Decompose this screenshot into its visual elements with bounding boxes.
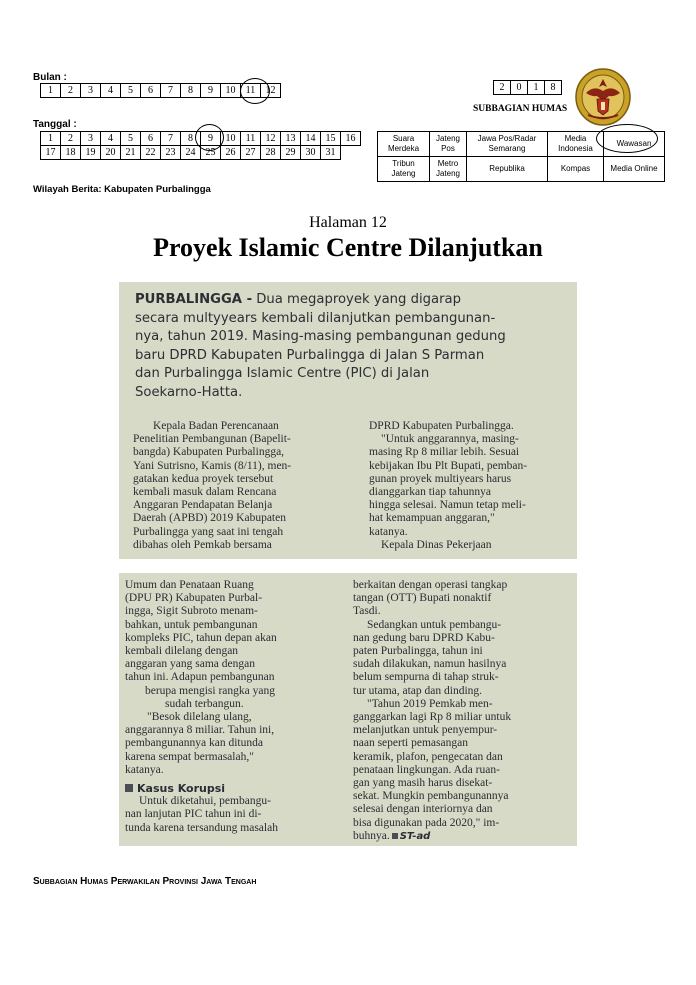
text-line: hingga selesai. Namun tetap meli-	[369, 499, 526, 512]
text-line: sekat. Mungkin pembangunannya	[353, 790, 509, 803]
media-kompas: Kompas	[548, 157, 604, 182]
tanggal-cell-3: 3	[81, 132, 101, 146]
bulan-cell-9: 9	[201, 84, 221, 98]
media-suara-merdeka: Suara Merdeka	[378, 132, 430, 157]
subhead-kasus-korupsi	[125, 782, 350, 795]
text-line: sudah dilakukan, namun hasilnya	[353, 658, 507, 671]
media-tribun-jateng: Tribun Jateng	[378, 157, 430, 182]
text-line: masing Rp 8 miliar lebih. Sesuai	[369, 446, 520, 459]
lead-line: nya, tahun 2019. Masing-masing pembangunan gedung	[135, 329, 506, 344]
year-digit-2: 2	[494, 81, 511, 95]
bulan-cell-1: 1	[41, 84, 61, 98]
tanggal-cell-23: 23	[161, 146, 181, 160]
end-mark-icon	[392, 833, 398, 839]
tanggal-cell-4: 4	[101, 132, 121, 146]
text-line: katanya.	[369, 525, 408, 538]
text-line: bisa digunakan pada 2020," im-	[353, 816, 500, 829]
text-line: "Tahun 2019 Pemkab men-	[367, 697, 493, 710]
text-line: nan lanjutan PIC tahun ini di-	[125, 808, 262, 821]
tanggal-cell-1: 1	[41, 132, 61, 146]
text-line: berkaitan dengan operasi tangkap	[353, 579, 508, 591]
subbagian-humas-label: SUBBAGIAN HUMAS	[473, 104, 568, 114]
tanggal-cell-8: 8	[181, 132, 201, 146]
tanggal-cell-19: 19	[81, 146, 101, 160]
tanggal-cell-15: 15	[321, 132, 341, 146]
bulan-cell-6: 6	[141, 84, 161, 98]
tanggal-cell-14: 14	[301, 132, 321, 146]
byline: ST-ad	[399, 830, 431, 842]
year-digit-8: 8	[545, 81, 562, 95]
bulan-cell-8: 8	[181, 84, 201, 98]
tanggal-cell-26: 26	[221, 146, 241, 160]
article-title: Proyek Islamic Centre Dilanjutkan	[153, 233, 543, 262]
text-line: ingga, Sigit Subroto menam-	[125, 605, 258, 618]
tanggal-cell-31: 31	[321, 146, 341, 160]
bulan-cell-4: 4	[101, 84, 121, 98]
tanggal-cell-27: 27	[241, 146, 261, 160]
tanggal-cell-22: 22	[141, 146, 161, 160]
tanggal-cell-5: 5	[121, 132, 141, 146]
text-line: sudah terbangun.	[165, 697, 244, 710]
lead-line: dan Purbalingga Islamic Centre (PIC) di Jalan	[135, 366, 430, 381]
bulan-cell-12: 12	[261, 84, 281, 98]
tanggal-cell-21: 21	[121, 146, 141, 160]
tanggal-cell-11: 11	[241, 132, 261, 146]
text-line: Yani Sutrisno, Kamis (8/11), men-	[133, 459, 292, 472]
column-bottom-right	[353, 579, 575, 843]
text-line: dianggarkan tiap tahunnya	[369, 486, 491, 499]
text-line: Untuk diketahui, pembangu-	[139, 795, 271, 808]
text-line: Kepala Dinas Pekerjaan	[381, 538, 492, 551]
text-line: kembali dilelang dengan	[125, 645, 239, 658]
halaman-label: Halaman 12	[309, 214, 387, 231]
text-line: buhnya.	[353, 829, 390, 842]
media-jateng-pos: Jateng Pos	[430, 132, 467, 157]
square-bullet-icon	[125, 784, 133, 792]
year-box	[493, 80, 562, 95]
tanggal-cell-2: 2	[61, 132, 81, 146]
subhead-text: Kasus Korupsi	[137, 782, 226, 796]
media-republika: Republika	[467, 157, 548, 182]
lead-dateline: PURBALINGGA -	[135, 292, 253, 307]
year-digit-1: 1	[528, 81, 545, 95]
tanggal-cell-17: 17	[41, 146, 61, 160]
tanggal-cell-12: 12	[261, 132, 281, 146]
bulan-cell-3: 3	[81, 84, 101, 98]
media-jawa-pos: Jawa Pos/Radar Semarang	[467, 132, 548, 157]
newspaper-clipping-bottom	[119, 573, 577, 846]
text-line: anggaran yang sama dengan	[125, 658, 255, 671]
tanggal-cell-9: 9	[201, 132, 221, 146]
lead-paragraph	[135, 291, 575, 402]
text-line: paten Purbalingga, tahun ini	[353, 645, 483, 658]
text-line: tur utama, atap dan dinding.	[353, 684, 483, 697]
text-line: kembali masuk dalam Rencana	[133, 486, 277, 499]
text-line: ganggarkan lagi Rp 8 miliar untuk	[353, 711, 512, 724]
column-bottom-left	[125, 579, 350, 835]
text-line: nan gedung baru DPRD Kabu-	[353, 631, 495, 644]
text-line: Purbalingga yang saat ini tengah	[133, 525, 284, 538]
text-line: bahkan, untuk pembangunan	[125, 618, 258, 631]
text-line: Daerah (APBD) 2019 Kabupaten	[133, 512, 286, 525]
text-line: hat kemampuan anggaran,"	[369, 512, 495, 525]
wilayah-berita: Wilayah Berita: Kabupaten Purbalingga	[33, 184, 211, 195]
bulan-cell-10: 10	[221, 84, 241, 98]
tanggal-cell-13: 13	[281, 132, 301, 146]
text-line: Tasdi.	[353, 605, 381, 618]
media-selection-circle	[596, 124, 658, 153]
lead-line: Dua megaproyek yang digarap	[256, 292, 461, 307]
media-media-online: Media Online	[604, 157, 665, 182]
text-line: gunan proyek multiyears harus	[369, 472, 512, 485]
tanggal-selection-circle	[195, 124, 224, 151]
lead-line: baru DPRD Kabupaten Purbalingga di Jalan S Parman	[135, 347, 485, 363]
bulan-cell-5: 5	[121, 84, 141, 98]
text-line: Umum dan Penataan Ruang	[125, 579, 254, 591]
tanggal-cell-6: 6	[141, 132, 161, 146]
tanggal-cell-18: 18	[61, 146, 81, 160]
text-line: bangda) Kabupaten Purbalingga,	[133, 446, 285, 459]
tanggal-label: Tanggal :	[33, 119, 77, 130]
text-line: tahun ini. Adapun pembangunan	[125, 671, 275, 684]
text-line: pembangunannya kan ditunda	[125, 737, 263, 750]
text-line: Penelitian Pembangunan (Bapelit-	[133, 433, 291, 446]
text-line: kompleks PIC, tahun depan akan	[125, 631, 277, 644]
text-line: anggarannya 8 miliar. Tahun ini,	[125, 724, 275, 737]
tanggal-cell-7: 7	[161, 132, 181, 146]
text-line: gatakan kedua proyek tersebut	[133, 472, 274, 485]
bulan-cell-2: 2	[61, 84, 81, 98]
text-line: gan yang masih harus disekat-	[353, 777, 493, 790]
tanggal-cell-10: 10	[221, 132, 241, 146]
tanggal-cell-30: 30	[301, 146, 321, 160]
column-top-right	[369, 420, 574, 552]
text-line: Kepala Badan Perencanaan	[153, 420, 279, 432]
text-line: tangan (OTT) Bupati nonaktif	[353, 592, 492, 605]
bulan-cell-7: 7	[161, 84, 181, 98]
tanggal-cell-16: 16	[341, 132, 361, 146]
text-line: berupa mengisi rangka yang	[145, 684, 275, 697]
text-line: "Untuk anggarannya, masing-	[381, 433, 519, 446]
media-metro-jateng: Metro Jateng	[430, 157, 467, 182]
text-line: penataan lingkungan. Ada ruan-	[353, 763, 500, 776]
newspaper-clipping-top	[119, 282, 577, 559]
tanggal-cell-24: 24	[181, 146, 201, 160]
media-media-indonesia: Media Indonesia	[548, 132, 604, 157]
lead-line: secara multyyears kembali dilanjutkan pembangunan-	[135, 310, 496, 326]
column-top-left	[133, 420, 348, 552]
media-wawasan: Wawasan	[604, 132, 665, 157]
lead-line: Soekarno-Hatta.	[135, 384, 243, 400]
bulan-cell-11: 11	[241, 84, 261, 98]
text-line: selesai dengan interiornya dan	[353, 803, 493, 816]
text-line: katanya.	[125, 763, 164, 776]
text-line: "Besok dilelang ulang,	[147, 711, 252, 724]
text-line: dibahas oleh Pemkab bersama	[133, 538, 272, 551]
tanggal-cell-20: 20	[101, 146, 121, 160]
text-line: kebijakan Ibu Plt Bupati, pemban-	[369, 459, 528, 472]
text-line: tunda karena tersandung masalah	[125, 821, 278, 834]
text-line: Sedangkan untuk pembangu-	[367, 618, 502, 631]
text-line: belum sempurna di tahap struk-	[353, 671, 499, 684]
tanggal-cell-25: 25	[201, 146, 221, 160]
text-line: Anggaran Pendapatan Belanja	[133, 499, 273, 512]
tanggal-cell-29: 29	[281, 146, 301, 160]
garuda-emblem-icon	[574, 67, 632, 127]
bulan-label: Bulan :	[33, 72, 67, 83]
text-line: keramik, plafon, pengecatan dan	[353, 750, 503, 763]
bulan-selection-circle	[240, 78, 270, 104]
tanggal-cell-28: 28	[261, 146, 281, 160]
text-line: karena sempat bermasalah,"	[125, 750, 254, 763]
text-line: (DPU PR) Kabupaten Purbal-	[125, 592, 263, 605]
year-digit-0: 0	[511, 81, 528, 95]
text-line: naan seperti pemasangan	[353, 737, 468, 750]
text-line: DPRD Kabupaten Purbalingga.	[369, 420, 514, 432]
text-line: melanjutkan untuk penyempur-	[353, 724, 498, 737]
footer-text: Subbagian Humas Perwakilan Provinsi Jawa Tengah	[33, 876, 257, 887]
